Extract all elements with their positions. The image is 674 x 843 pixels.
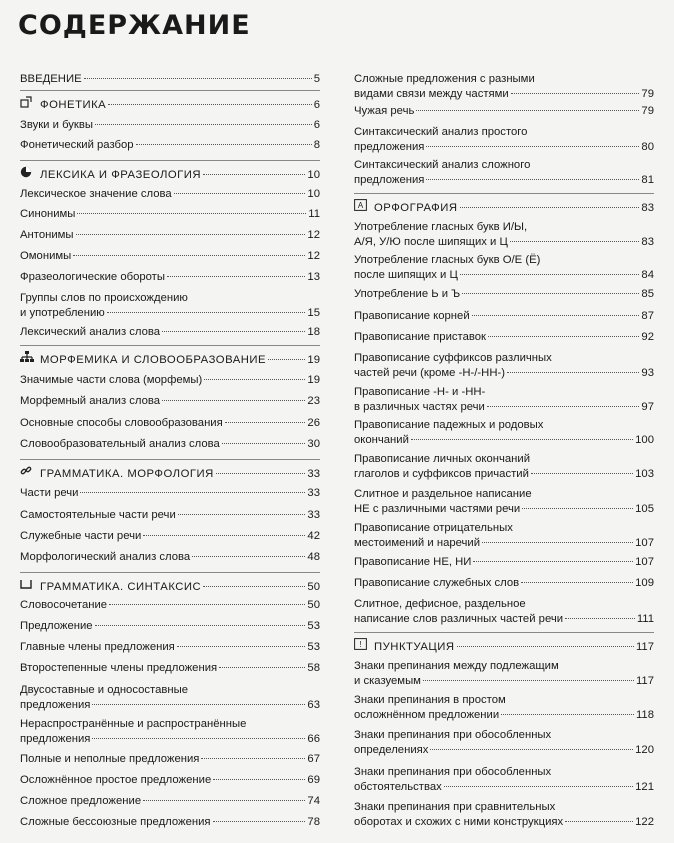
toc-page-number: 63: [307, 699, 320, 711]
toc-entry-title: Осложнённое простое предложение: [20, 774, 212, 786]
toc-page-number: 23: [307, 395, 320, 407]
toc-entry-title: Основные способы словообразования: [20, 417, 223, 429]
dot-leader: [203, 174, 305, 175]
toc-entry-title: МОРФЕМИКА И СЛОВООБРАЗОВАНИЕ: [40, 354, 267, 366]
tree-icon: [20, 351, 32, 363]
toc-entry-title: Главные члены предложения: [20, 641, 175, 653]
dot-leader: [162, 400, 305, 401]
toc-page-number: 74: [307, 795, 320, 807]
toc-page-number: 67: [307, 753, 320, 765]
toc-page-number: 8: [313, 139, 320, 151]
toc-entry[interactable]: [20, 619, 320, 634]
dot-leader: [565, 821, 633, 822]
toc-page-number: 111: [636, 613, 654, 625]
toc-entry-title: Сложные бессоюзные предложения: [20, 816, 211, 828]
toc-entry-title: и сказуемым: [354, 675, 421, 687]
toc-page-number: 12: [307, 229, 320, 241]
toc-entry-title: Чужая речь: [354, 105, 415, 117]
dot-leader: [219, 667, 305, 668]
toc-entry-title: Звуки и буквы: [20, 119, 93, 131]
dot-leader: [109, 604, 305, 605]
toc-page-number: 80: [641, 141, 654, 153]
toc-entry[interactable]: [354, 765, 654, 795]
dot-leader: [222, 443, 306, 444]
section-divider: [354, 632, 654, 633]
toc-page-number: 33: [307, 468, 320, 480]
dot-leader: [213, 821, 306, 822]
section-divider: [20, 572, 320, 573]
dot-leader: [411, 439, 633, 440]
toc-entry-title: А/Я, У/Ю после шипящих и Ц: [354, 236, 508, 248]
dot-leader: [216, 473, 306, 474]
dot-leader: [177, 646, 306, 647]
letter-a-icon: [354, 199, 366, 211]
toc-entry-title-line: Знаки препинания при обособленных: [354, 766, 552, 778]
toc-entry[interactable]: [354, 125, 654, 155]
dot-leader: [167, 276, 305, 277]
toc-entry[interactable]: [354, 487, 654, 517]
toc-page-number: 50: [307, 581, 320, 593]
dot-leader: [268, 359, 305, 360]
toc-entry[interactable]: [20, 752, 320, 767]
dot-leader: [482, 542, 633, 543]
toc-page-number: 78: [307, 816, 320, 828]
toc-entry-title: ВВЕДЕНИЕ: [20, 73, 82, 85]
toc-entry[interactable]: [354, 418, 654, 448]
toc-entry-title: Антонимы: [20, 229, 74, 241]
toc-section-heading[interactable]: [20, 578, 320, 595]
toc-entry[interactable]: [20, 508, 320, 523]
dot-leader: [108, 104, 311, 105]
toc-page-number: 6: [313, 119, 320, 131]
toc-entry-title: обстоятельствах: [354, 781, 442, 793]
dot-leader: [501, 714, 634, 715]
toc-entry-title: Самостоятельные части речи: [20, 509, 176, 521]
toc-entry-title: Служебные части речи: [20, 530, 142, 542]
toc-entry[interactable]: [354, 452, 654, 482]
toc-entry[interactable]: [20, 717, 320, 747]
toc-page-number: 19: [307, 374, 320, 386]
toc-page-number: 121: [635, 781, 654, 793]
toc-entry[interactable]: [20, 207, 320, 222]
toc-entry[interactable]: [354, 555, 654, 570]
toc-page-number: 10: [307, 188, 320, 200]
toc-entry-title-line: Правописание суффиксов различных: [354, 352, 552, 364]
toc-entry[interactable]: [20, 437, 320, 452]
toc-page-number: 15: [307, 307, 320, 319]
toc-entry-title-line: Слитное и раздельное написание: [354, 488, 532, 500]
toc-entry[interactable]: [20, 373, 320, 388]
dot-leader: [462, 293, 639, 294]
dot-leader: [77, 213, 306, 214]
toc-entry[interactable]: [20, 291, 320, 321]
toc-entry[interactable]: [20, 598, 320, 613]
toc-entry-title: определениях: [354, 744, 429, 756]
phonetics-icon: [20, 96, 32, 108]
toc-entry-title: предложения: [354, 174, 425, 186]
toc-page-number: 19: [307, 354, 320, 366]
toc-page-number: 33: [307, 509, 320, 521]
toc-entry[interactable]: [20, 416, 320, 431]
toc-entry-title: видами связи между частями: [354, 88, 509, 100]
section-divider: [20, 160, 320, 161]
dot-leader: [174, 193, 306, 194]
toc-page-number: 85: [641, 288, 654, 300]
toc-entry-title: Употребление Ь и Ъ: [354, 288, 461, 300]
toc-entry[interactable]: [20, 270, 320, 285]
toc-page-number: 53: [307, 641, 320, 653]
toc-page-number: 30: [307, 438, 320, 450]
toc-entry[interactable]: [354, 693, 654, 723]
toc-entry-title-line: Правописание -Н- и -НН-: [354, 386, 486, 398]
toc-entry-title-line: Сложные предложения с разными: [354, 73, 535, 85]
page-title: СОДЕРЖАНИЕ: [18, 10, 251, 41]
section-divider: [354, 193, 654, 194]
toc-entry[interactable]: [20, 773, 320, 788]
toc-section-heading[interactable]: [20, 96, 320, 113]
toc-entry[interactable]: [20, 138, 320, 153]
toc-entry[interactable]: [354, 576, 654, 591]
toc-page-number: 120: [635, 744, 654, 756]
dot-leader: [460, 207, 640, 208]
dot-leader: [213, 779, 305, 780]
toc-page-number: 92: [641, 331, 654, 343]
toc-entry-title-line: Знаки препинания в простом: [354, 694, 506, 706]
toc-page-number: 79: [641, 88, 654, 100]
pie-icon: [20, 166, 32, 178]
toc-section-heading[interactable]: [20, 351, 320, 368]
dot-leader: [84, 78, 312, 79]
toc-page-number: 11: [308, 208, 320, 220]
toc-entry-title: оборотах и схожих с ними конструкциях: [354, 816, 564, 828]
dot-leader: [531, 473, 633, 474]
toc-page-number: 107: [635, 556, 654, 568]
toc-page-number: 93: [641, 367, 654, 379]
toc-page-number: 33: [307, 487, 320, 499]
dot-leader: [430, 749, 633, 750]
dot-leader: [487, 406, 640, 407]
toc-page-number: 97: [641, 401, 654, 413]
dot-leader: [143, 535, 305, 536]
toc-page-number: 10: [307, 169, 320, 181]
toc-entry-title: Сложное предложение: [20, 795, 142, 807]
toc-entry-title: после шипящих и Ц: [354, 269, 458, 281]
toc-entry[interactable]: [354, 800, 654, 830]
toc-entry-title: частей речи (кроме -Н-/-НН-): [354, 367, 506, 379]
toc-section-heading[interactable]: [354, 638, 654, 655]
bracket-icon: [20, 578, 32, 590]
toc-entry-title: ЛЕКСИКА И ФРАЗЕОЛОГИЯ: [40, 169, 202, 181]
toc-entry-title: Фонетический разбор: [20, 139, 134, 151]
toc-entry-title-line: Слитное, дефисное, раздельное: [354, 598, 526, 610]
toc-entry-title: Фразеологические обороты: [20, 271, 165, 283]
toc-page-number: 83: [641, 236, 654, 248]
toc-entry-title-line: Употребление гласных букв О/Е (Ё): [354, 254, 541, 266]
toc-entry-title-line: Употребление гласных букв И/Ы,: [354, 221, 528, 233]
dot-leader: [510, 241, 640, 242]
toc-entry[interactable]: [354, 158, 654, 188]
toc-page-number: 105: [635, 503, 654, 515]
toc-entry[interactable]: [354, 659, 654, 689]
toc-entry-title-line: Синтаксический анализ простого: [354, 126, 528, 138]
toc-entry[interactable]: [20, 815, 320, 830]
toc-entry-title: Правописание приставок: [354, 331, 486, 343]
toc-entry[interactable]: [354, 104, 654, 119]
toc-page-number: 84: [641, 269, 654, 281]
dot-leader: [136, 144, 312, 145]
toc-entry[interactable]: [20, 683, 320, 713]
svg-text:A: A: [357, 201, 364, 210]
toc-entry-title: НЕ с различными частями речи: [354, 503, 521, 515]
toc-entry[interactable]: [20, 394, 320, 409]
toc-entry[interactable]: [20, 529, 320, 544]
toc-entry-title: глаголов и суффиксов причастий: [354, 468, 529, 480]
toc-page-number: 53: [307, 620, 320, 632]
toc-section-heading[interactable]: [354, 199, 654, 216]
toc-entry[interactable]: [354, 253, 654, 283]
toc-entry-title-line: Знаки препинания между подлежащим: [354, 660, 559, 672]
toc-entry[interactable]: [20, 249, 320, 264]
dot-leader: [178, 514, 306, 515]
toc-entry-title: Правописание корней: [354, 310, 470, 322]
toc-entry[interactable]: [20, 187, 320, 202]
dot-leader: [162, 331, 305, 332]
dot-leader: [225, 422, 306, 423]
toc-page-number: 109: [635, 577, 654, 589]
section-divider: [20, 90, 320, 91]
toc-entry-title: ГРАММАТИКА. СИНТАКСИС: [40, 581, 202, 593]
dot-leader: [444, 786, 633, 787]
toc-entry-title-line: Правописание личных окончаний: [354, 453, 531, 465]
toc-entry-title-line: Двусоставные и односоставные: [20, 684, 189, 696]
toc-page-number: 83: [641, 202, 654, 214]
dot-leader: [143, 800, 305, 801]
toc-entry[interactable]: [354, 728, 654, 758]
dot-leader: [460, 274, 640, 275]
toc-entry-title: Морфологический анализ слова: [20, 551, 191, 563]
toc-entry[interactable]: [354, 521, 654, 551]
toc-entry-title: ОРФОГРАФИЯ: [374, 202, 458, 214]
toc-entry-title: Лексическое значение слова: [20, 188, 172, 200]
toc-entry-title: Правописание НЕ, НИ: [354, 556, 472, 568]
toc-entry-title: местоимений и наречий: [354, 537, 481, 549]
toc-entry[interactable]: [20, 72, 320, 87]
toc-page-number: 48: [307, 551, 320, 563]
toc-entry[interactable]: [20, 486, 320, 501]
dot-leader: [522, 508, 633, 509]
toc-entry[interactable]: [20, 640, 320, 655]
toc-page-number: 117: [635, 675, 654, 687]
toc-page-number: 81: [641, 174, 654, 186]
toc-entry-title-line: Правописание падежных и родовых: [354, 419, 544, 431]
toc-entry-title: предложения: [20, 733, 91, 745]
dot-leader: [511, 93, 640, 94]
svg-text:!: !: [359, 640, 362, 649]
dot-leader: [565, 618, 635, 619]
toc-entry[interactable]: [20, 794, 320, 809]
toc-page-number: 6: [313, 99, 320, 111]
toc-entry-title: Значимые части слова (морфемы): [20, 374, 203, 386]
toc-page-number: 66: [307, 733, 320, 745]
toc-page-number: 103: [635, 468, 654, 480]
toc-entry[interactable]: [354, 385, 654, 415]
toc-entry-title: в различных частях речи: [354, 401, 485, 413]
toc-entry-title: ГРАММАТИКА. МОРФОЛОГИЯ: [40, 468, 214, 480]
toc-section-heading[interactable]: [20, 465, 320, 482]
toc-page-number: 13: [307, 271, 320, 283]
toc-entry[interactable]: [354, 287, 654, 302]
dot-leader: [95, 625, 306, 626]
dot-leader: [80, 492, 305, 493]
toc-entry[interactable]: [20, 118, 320, 133]
toc-entry-title: Морфемный анализ слова: [20, 395, 161, 407]
toc-entry-title: Синонимы: [20, 208, 76, 220]
toc-entry-title: Словообразовательный анализ слова: [20, 438, 220, 450]
toc-entry[interactable]: [20, 325, 320, 340]
dot-leader: [507, 372, 639, 373]
toc-entry-title: Части речи: [20, 487, 79, 499]
dot-leader: [426, 179, 639, 180]
toc-entry[interactable]: [354, 351, 654, 381]
toc-entry-title: ПУНКТУАЦИЯ: [374, 641, 455, 653]
dot-leader: [416, 110, 639, 111]
dot-leader: [488, 336, 639, 337]
toc-page-number: 5: [313, 73, 320, 85]
toc-entry-title: Правописание служебных слов: [354, 577, 520, 589]
toc-page-number: 12: [307, 250, 320, 262]
dot-leader: [426, 146, 639, 147]
toc-entry[interactable]: [20, 661, 320, 676]
toc-page-number: 117: [635, 641, 654, 653]
link-icon: [20, 465, 32, 477]
toc-entry-title-line: Группы слов по происхождению: [20, 292, 188, 304]
toc-entry-title: Словосочетание: [20, 599, 108, 611]
toc-entry-title: предложения: [354, 141, 425, 153]
dot-leader: [457, 646, 634, 647]
toc-entry-title: окончаний: [354, 434, 409, 446]
toc-page-number: 87: [641, 310, 654, 322]
toc-page-number: 122: [635, 816, 654, 828]
dot-leader: [201, 758, 305, 759]
dot-leader: [521, 582, 633, 583]
toc-page-number: 42: [307, 530, 320, 542]
toc-entry-title-line: Знаки препинания при обособленных: [354, 729, 552, 741]
dot-leader: [203, 586, 305, 587]
toc-page-number: 79: [641, 105, 654, 117]
dot-leader: [73, 255, 305, 256]
toc-page-number: 69: [307, 774, 320, 786]
toc-entry-title: Омонимы: [20, 250, 72, 262]
toc-entry-title-line: Правописание отрицательных: [354, 522, 513, 534]
toc-entry-title-line: Знаки препинания при сравнительных: [354, 801, 556, 813]
dot-leader: [107, 312, 306, 313]
toc-entry-title: осложнённом предложении: [354, 709, 500, 721]
toc-page-number: 58: [307, 662, 320, 674]
toc-entry[interactable]: [354, 597, 654, 627]
toc-entry-title-line: Синтаксический анализ сложного: [354, 159, 531, 171]
toc-entry[interactable]: [354, 220, 654, 250]
toc-page-number: 118: [635, 709, 654, 721]
punct-icon: [354, 638, 366, 650]
toc-entry-title: написание слов различных частей речи: [354, 613, 564, 625]
dot-leader: [473, 561, 633, 562]
dot-leader: [95, 124, 312, 125]
dot-leader: [76, 234, 306, 235]
toc-section-heading[interactable]: [20, 166, 320, 183]
toc-page-number: 18: [307, 326, 320, 338]
toc-entry[interactable]: [354, 72, 654, 102]
toc-page-number: 50: [307, 599, 320, 611]
toc-entry[interactable]: [354, 309, 654, 324]
toc-page-number: 100: [635, 434, 654, 446]
toc-entry-title: Лексический анализ слова: [20, 326, 161, 338]
toc-entry[interactable]: [20, 228, 320, 243]
section-divider: [20, 459, 320, 460]
toc-entry-title: предложения: [20, 699, 91, 711]
toc-entry-title: и употреблению: [20, 307, 105, 319]
toc-entry[interactable]: [20, 550, 320, 565]
dot-leader: [472, 315, 640, 316]
toc-page-number: 107: [635, 537, 654, 549]
toc-entry[interactable]: [354, 330, 654, 345]
section-divider: [20, 345, 320, 346]
toc-entry-title: Предложение: [20, 620, 93, 632]
dot-leader: [423, 680, 634, 681]
dot-leader: [192, 556, 305, 557]
dot-leader: [92, 738, 305, 739]
dot-leader: [92, 704, 305, 705]
toc-entry-title-line: Нераспространённые и распространённые: [20, 718, 247, 730]
dot-leader: [204, 379, 305, 380]
toc-page-number: 26: [307, 417, 320, 429]
toc-entry-title: Второстепенные члены предложения: [20, 662, 218, 674]
toc-entry-title: Полные и неполные предложения: [20, 753, 200, 765]
toc-entry-title: ФОНЕТИКА: [40, 99, 107, 111]
